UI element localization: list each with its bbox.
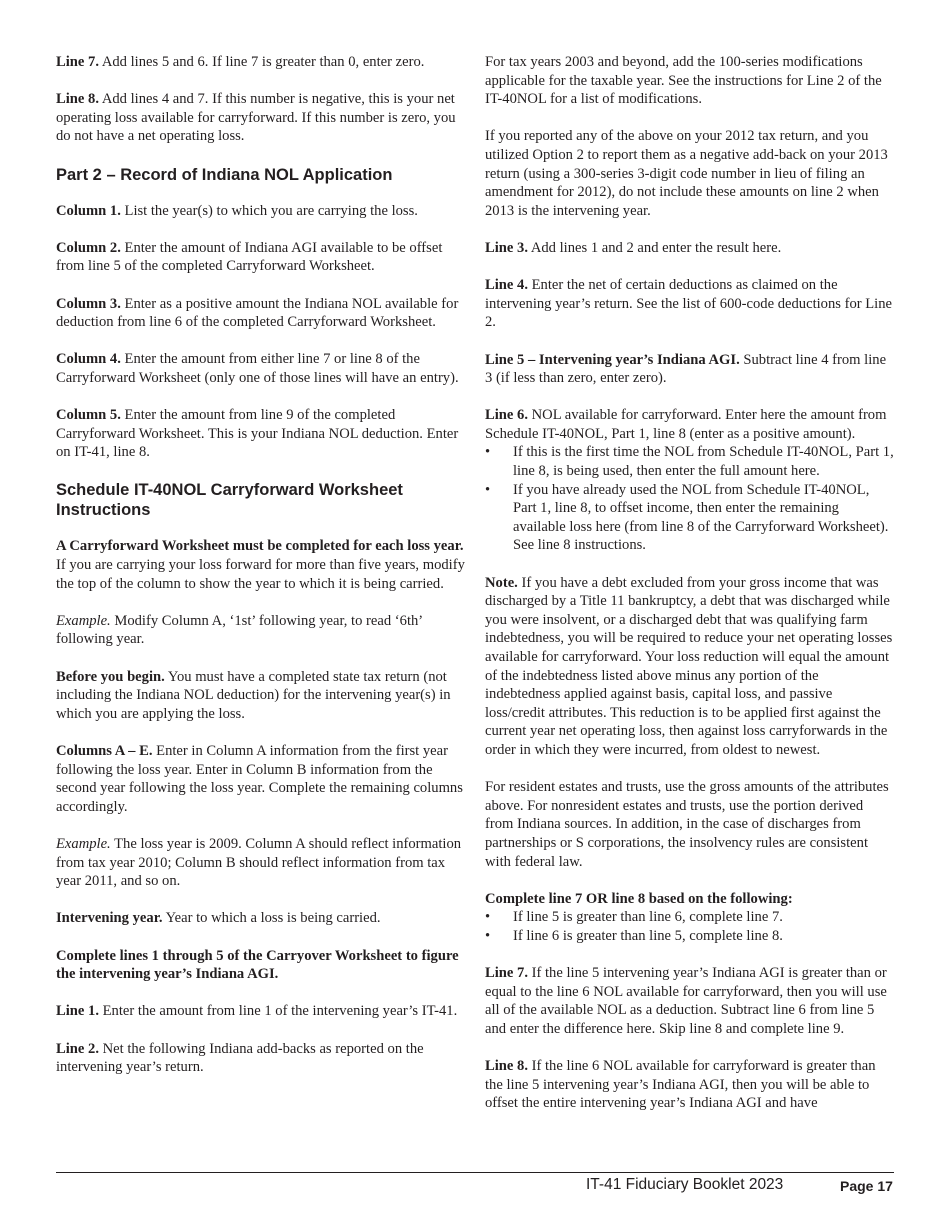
example-modify-column: Example. Modify Column A, ‘1st’ following year, to read ‘6th’ following year. (56, 612, 423, 648)
column4-instruction: Column 4. Enter the amount from either line 7 or line 8 of the Carryforward Worksheet (only one of those lines will have an entry). (56, 351, 459, 386)
columns-a-e-instruction: Columns A – E. Enter in Column A information from the first year following the loss year. Enter in Column B information from the second year following the loss year. Complete the remaining columns accordingly. (56, 743, 463, 815)
list-item: • If this is the first time the NOL from Schedule IT-40NOL, Part 1, line 8, is being used, then enter the full amount here. (485, 443, 895, 480)
worksheet-line4: Line 4. Enter the net of certain deductions as claimed on the intervening year’s return. See the list of 600-code deductions for Line 2. (485, 277, 893, 331)
page-number: Page 17 (840, 1178, 893, 1194)
resident-estates-paragraph: For resident estates and trusts, use the gross amounts of the attributes above. For nonresident estates and trusts, use the portion derived from Indiana sources. In addition, in the case of discharges from partnerships or S corporations, the insolvency rules are consistent with federal law. (485, 779, 889, 870)
worksheet-line7: Line 7. If the line 5 intervening year’s Indiana AGI is greater than or equal to the line 6 NOL available for carryforward, then you will use all of the available NOL as a deduction. Subtract line 6 from line 5 and enter the difference here. Skip line 8 and complete line 9. (485, 965, 887, 1037)
line8-instruction: Line 8. Add lines 4 and 7. If this number is negative, this is your net operating loss available for carryforward. If this number is zero, you do not have a net operating loss. (56, 91, 456, 145)
worksheet-line5: Line 5 – Intervening year’s Indiana AGI. Subtract line 4 from line 3 (if less than zero, enter zero). (485, 351, 887, 387)
booklet-title: IT-41 Fiduciary Booklet 2023 (586, 1176, 784, 1193)
column1-instruction: Column 1. List the year(s) to which you are carrying the loss. (56, 202, 418, 219)
complete-lines-1-5: Complete lines 1 through 5 of the Carryover Worksheet to figure the intervening year’s Indiana AGI. (56, 947, 459, 983)
worksheet-line2: Line 2. Net the following Indiana add-backs as reported on the intervening year’s return. (56, 1040, 424, 1076)
part2-heading: Part 2 – Record of Indiana NOL Application (56, 165, 393, 184)
debt-discharge-note: Note. If you have a debt excluded from your gross income that was discharged by a Title 11 bankruptcy, a debt that was discharged while you were insolvent, or a discharged debt that was qualifying farm indebtedness, you will be required to reduce your net operating losses available for carryforward. Your loss reduction will equal the amount of the indebtedness listed above minus any portion of the indebtedness applied against basis, capital loss, and passive loss/credit attributes. This reduction is to be applied first against the current year net operating loss, then against loss carryforwards in the order in which they were incurred, from oldest to newest. (485, 574, 893, 758)
worksheet-line6: Line 6. NOL available for carryforward. Enter here the amount from Schedule IT-40NOL, Part 1, line 8 (enter as a positive amount). (485, 407, 887, 442)
modifications-paragraph: For tax years 2003 and beyond, add the 100-series modifications applicable for the taxable year. See the instructions for Line 2 of the IT-40NOL for a list of modifications. (485, 54, 882, 108)
list-item: • If line 6 is greater than line 5, complete line 8. (485, 927, 895, 946)
worksheet-line1: Line 1. Enter the amount from line 1 of the intervening year’s IT-41. (56, 1003, 458, 1020)
line7-instruction: Line 7. Add lines 5 and 6. If line 7 is greater than 0, enter zero. (56, 54, 425, 70)
column3-instruction: Column 3. Enter as a positive amount the Indiana NOL available for deduction from line 6 of the completed Carryforward Worksheet. (56, 295, 459, 331)
column5-instruction: Column 5. Enter the amount from line 9 of the completed Carryforward Worksheet. This is your Indiana NOL deduction. Enter on IT-41, line 8. (56, 407, 459, 461)
column2-instruction: Column 2. Enter the amount of Indiana AGI available to be offset from line 5 of the completed Carryforward Worksheet. (56, 239, 443, 275)
footer-divider (56, 1172, 894, 1173)
condition-bullet-list (485, 908, 895, 945)
list-item: • If line 5 is greater than line 6, complete line 7. (485, 908, 895, 927)
list-item: • If you have already used the NOL from Schedule IT-40NOL, Part 1, line 8, to offset income, then enter the remaining available loss here (from line 8 of the Carryforward Worksheet). See line 8 instructions. (485, 481, 895, 555)
left-column (56, 53, 468, 1095)
intervening-year-definition: Intervening year. Year to which a loss is being carried. (56, 910, 381, 927)
worksheet-line8: Line 8. If the line 6 NOL available for carryforward is greater than the line 5 intervening year’s Indiana AGI, then you will be able to offset the entire intervening year’s Indiana AGI and have (485, 1058, 876, 1112)
before-you-begin: Before you begin. You must have a completed state tax return (not including the Indiana NOL deduction) for the intervening year(s) in which you are applying the loss. (56, 668, 451, 722)
carryforward-worksheet-heading: Schedule IT-40NOL Carryforward Worksheet Instructions (56, 481, 403, 520)
carryforward-requirement: A Carryforward Worksheet must be completed for each loss year. If you are carrying your loss forward for more than five years, modify the top of the column to show the year to which it is being carried. (56, 538, 465, 592)
right-column (485, 53, 895, 1131)
option2-paragraph: If you reported any of the above on your 2012 tax return, and you utilized Option 2 to report them as a negative add-back on your 2013 return (using a 300-series 3-digit code number in lieu of filing an amendment for 2012), do not include these amounts on line 2 when 2013 is the intervening year. (485, 128, 888, 219)
complete-line7-or-8: Complete line 7 OR line 8 based on the following: (485, 890, 793, 907)
line6-bullet-list (485, 443, 895, 555)
worksheet-line3: Line 3. Add lines 1 and 2 and enter the result here. (485, 239, 782, 256)
example-loss-year: Example. The loss year is 2009. Column A should reflect information from tax year 2010; Column B should reflect information from tax year 2011, and so on. (56, 835, 462, 890)
